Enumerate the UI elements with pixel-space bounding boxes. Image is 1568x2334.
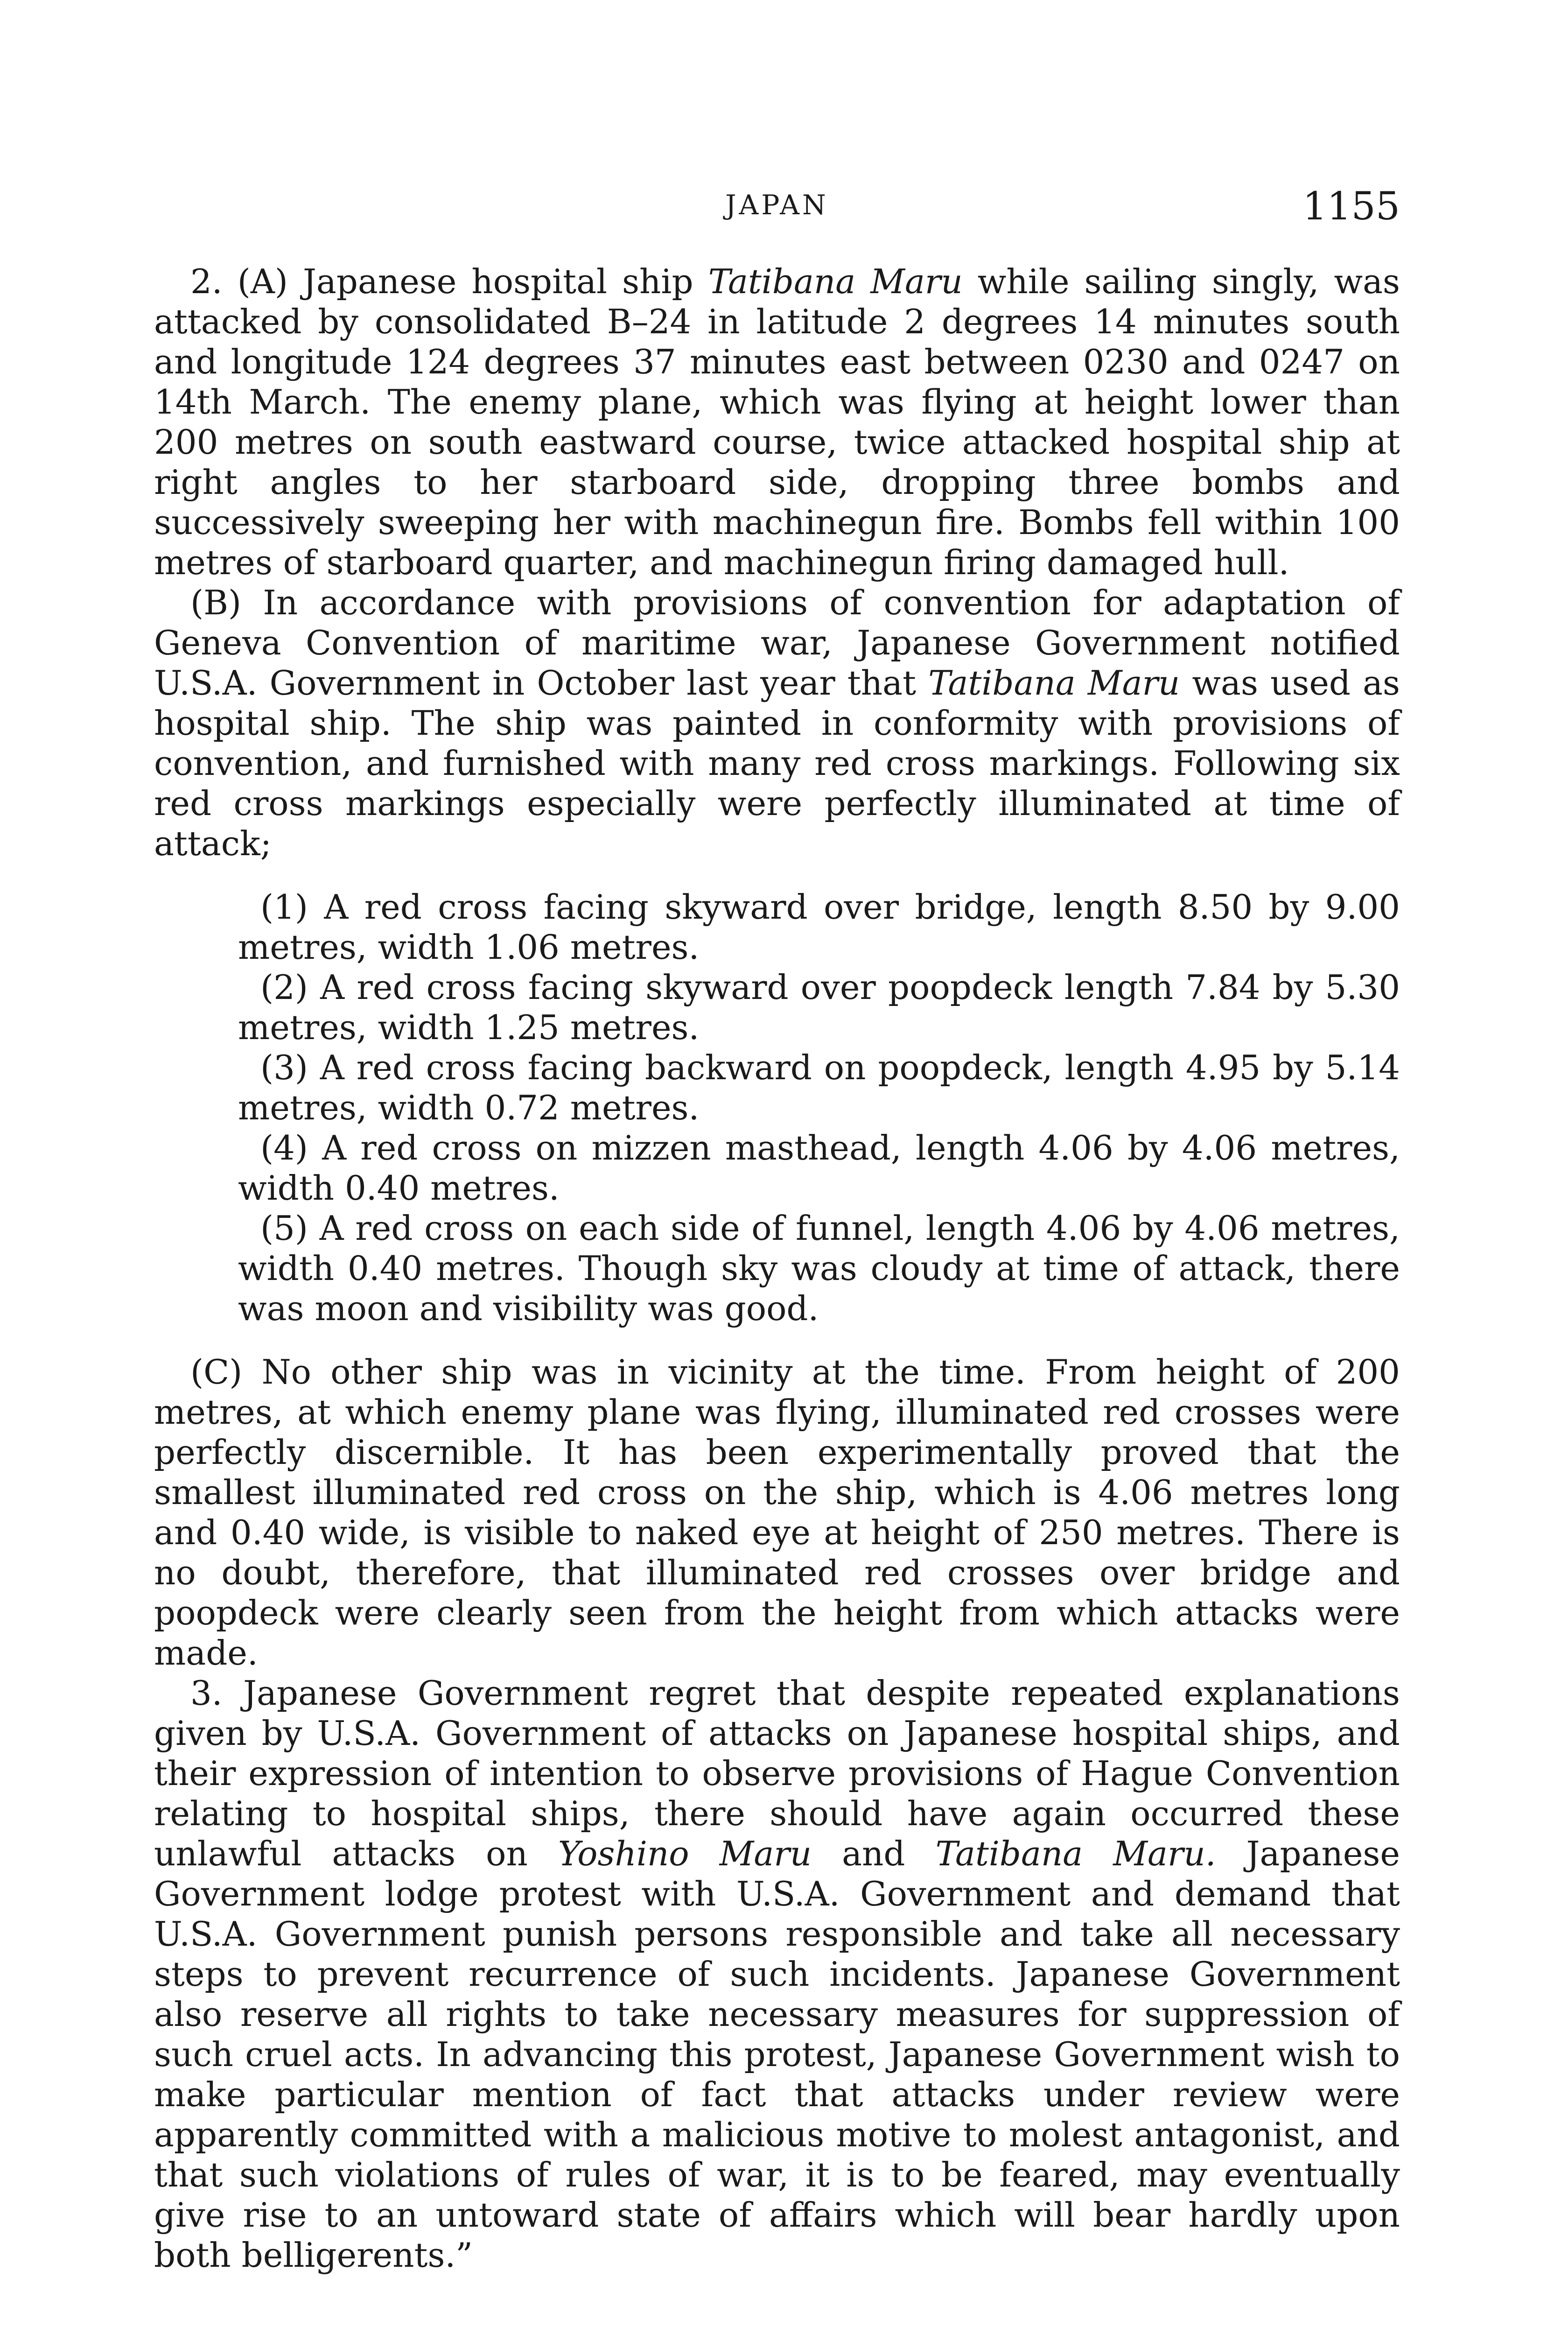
ship-name: Tatibana Maru.: [935, 1834, 1216, 1873]
paragraph-2a-body: while sailing singly, was attacked by consolidated B–24 in latitude 2 degrees 14 minutes south and longitude 124 degrees 37 minutes east between 0230 and 0247 on 14th March. The enemy plane, which was flying at height lower than 200 metres on south eastward course, twice attacked hospital ship at right angles to her starboard side, dropping three bombs and successively sweeping her with machinegun fire. Bombs fell within 100 metres of starboard quarter, and machinegun firing damaged hull.: [154, 262, 1400, 582]
list-item: (1) A red cross facing skyward over bridge, length 8.50 by 9.00 metres, width 1.06 metres.: [238, 887, 1400, 967]
ship-name: Tatibana Maru: [708, 262, 963, 301]
paragraph-2a-intro: 2. (A) Japanese hospital ship: [190, 262, 708, 301]
paragraph-3-conjunction: and: [812, 1834, 936, 1873]
ship-name: Tatibana Maru: [928, 663, 1180, 703]
red-cross-markings-list: [154, 887, 1400, 1329]
paragraph-2b-body: was used as hospital ship. The ship was painted in conformity with provisions of convention, and furnished with many red cross markings. Following six red cross markings especially were perfectly illuminated at time of attack;: [154, 663, 1400, 863]
paragraph-3-body: Japanese Government lodge protest with U.S.A. Government and demand that U.S.A. Government punish persons responsible and take all necessary steps to prevent recurrence of such incidents. Japanese Government also reserve all rights to take necessary measures for suppression of such cruel acts. In advancing this protest, Japanese Government wish to make particular mention of fact that attacks under review were apparently committed with a malicious motive to molest antagonist, and that such violations of rules of war, it is to be feared, may eventually give rise to an untoward state of affairs which will bear hardly upon both belligerents.”: [154, 1834, 1400, 2275]
list-item: (3) A red cross facing backward on poopdeck, length 4.95 by 5.14 metres, width 0.72 metres.: [238, 1048, 1400, 1127]
paragraph-2c: (C) No other ship was in vicinity at the time. From height of 200 metres, at which enemy plane was flying, illuminated red crosses were perfectly discernible. It has been experimentally proved that the smallest illuminated red cross on the ship, which is 4.06 metres long and 0.40 wide, is visible to naked eye at height of 250 metres. There is no doubt, therefore, that illuminated red crosses over bridge and poopdeck were clearly seen from the height from which attacks were made.: [154, 1352, 1400, 1673]
ship-name: Yoshino Maru: [558, 1834, 812, 1873]
running-head: [154, 184, 1400, 229]
paragraph-2a: [154, 261, 1400, 583]
page-number: 1155: [1302, 184, 1400, 229]
list-item: (5) A red cross on each side of funnel, length 4.06 by 4.06 metres, width 0.40 metres. Though sky was cloudy at time of attack, there was moon and visibility was good.: [238, 1209, 1400, 1328]
paragraph-2b: [154, 583, 1400, 864]
paragraph-2b-intro: (B) In accordance with provisions of convention for adaptation of Geneva Convention of maritime war, Japanese Government notified U.S.A. Government in October last year that: [154, 583, 1400, 703]
paragraph-3: [154, 1673, 1400, 2275]
list-item: (4) A red cross on mizzen masthead, length 4.06 by 4.06 metres, width 0.40 metres.: [238, 1128, 1400, 1208]
list-item: (2) A red cross facing skyward over poopdeck length 7.84 by 5.30 metres, width 1.25 metres.: [238, 968, 1400, 1047]
page-title: JAPAN: [725, 189, 829, 221]
paragraph-3-intro: 3. Japanese Government regret that despite repeated explanations given by U.S.A. Government of attacks on Japanese hospital ships, and their expression of intention to observe provisions of Hague Convention relating to hospital ships, there should have again occurred these unlawful attacks on: [154, 1673, 1400, 1873]
body-text: [154, 261, 1400, 2275]
